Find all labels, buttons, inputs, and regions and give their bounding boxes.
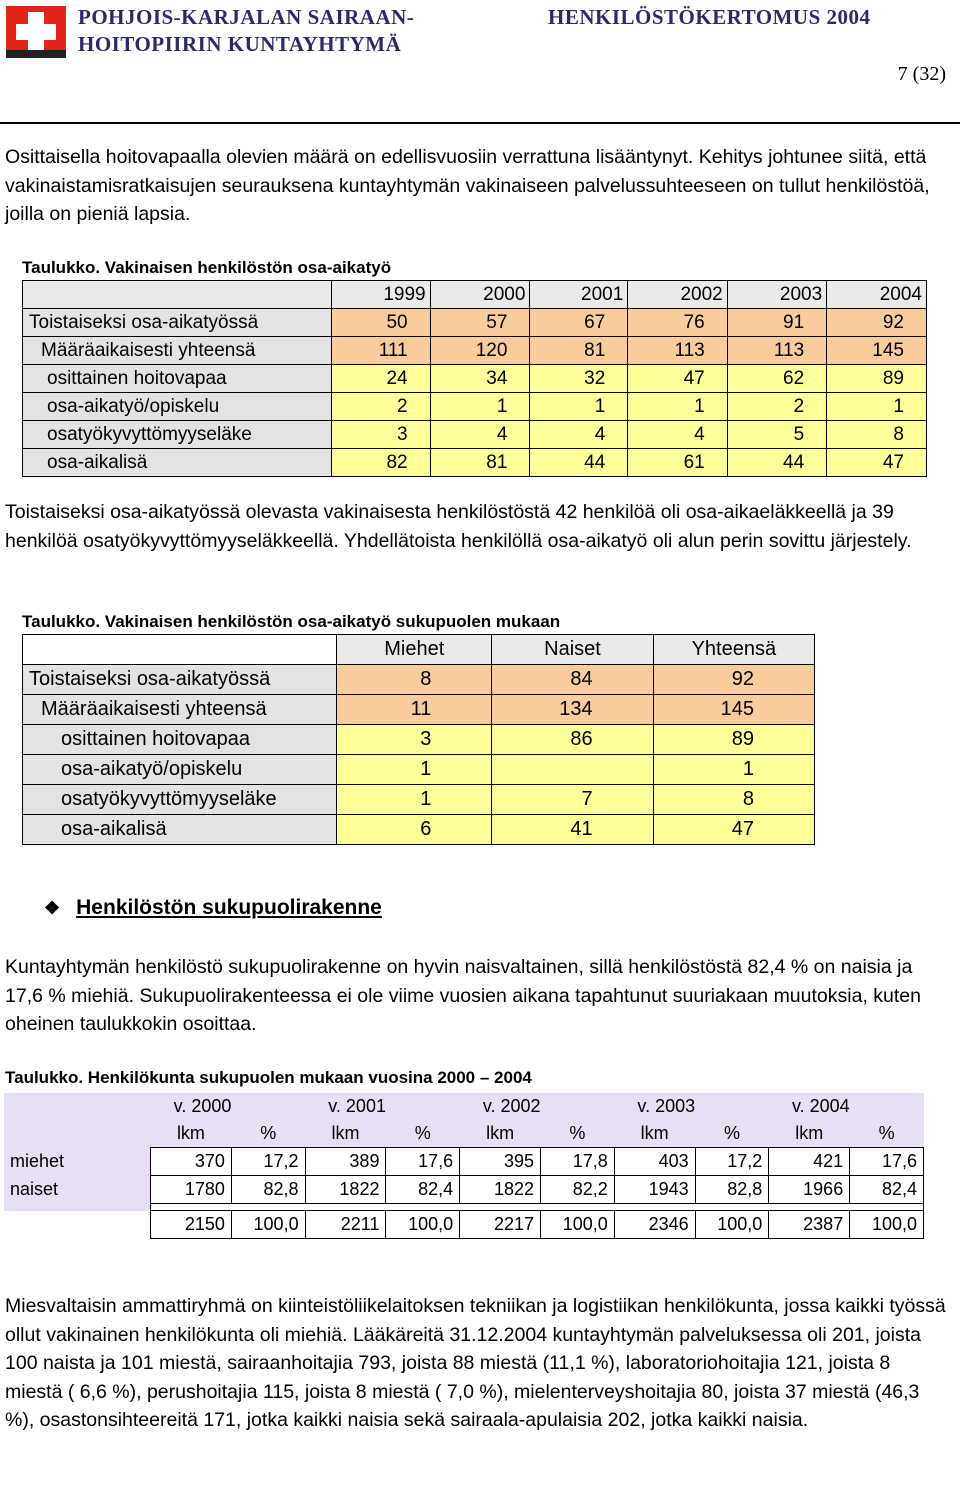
cell: 1 <box>653 755 814 785</box>
corner-cell <box>4 1093 151 1120</box>
row-label: Määräaikaisesti yhteensä <box>23 337 332 365</box>
table-3-caption: Taulukko. Henkilökunta sukupuolen mukaan vuosina 2000 – 2004 <box>5 1068 532 1087</box>
table-row <box>23 785 815 815</box>
cell: 3 <box>331 421 430 449</box>
table-row <box>23 755 815 785</box>
table-header-row <box>23 635 815 665</box>
table-row <box>23 393 927 421</box>
year-header: 2004 <box>827 281 927 309</box>
cell: 17,2 <box>231 1148 305 1176</box>
year-header: 2002 <box>628 281 727 309</box>
part-time-table <box>22 280 927 477</box>
cell: 6 <box>337 815 492 845</box>
cell: 89 <box>653 725 814 755</box>
cell: 8 <box>653 785 814 815</box>
part-time-by-gender-table <box>22 634 815 845</box>
table-row <box>23 421 927 449</box>
year-header: 1999 <box>331 281 430 309</box>
row-label: osa-aikalisä <box>23 449 332 477</box>
row-label: osatyökyvyttömyyseläke <box>23 421 332 449</box>
sub-header: % <box>850 1120 924 1148</box>
cell: 8 <box>337 665 492 695</box>
subheader-row <box>4 1120 924 1148</box>
corner-cell <box>23 281 332 309</box>
row-label: osittainen hoitovapaa <box>23 365 332 393</box>
cell: 389 <box>305 1148 386 1176</box>
cell: 17,6 <box>386 1148 460 1176</box>
row-label: Määräaikaisesti yhteensä <box>23 695 337 725</box>
sub-header: lkm <box>305 1120 386 1148</box>
total-cell: 100,0 <box>386 1211 460 1239</box>
cell: 17,2 <box>695 1148 769 1176</box>
cell: 82,4 <box>850 1176 924 1204</box>
cell: 145 <box>827 337 927 365</box>
cell: 2 <box>331 393 430 421</box>
year-header-row <box>4 1093 924 1120</box>
cell: 34 <box>430 365 530 393</box>
sub-header: % <box>541 1120 615 1148</box>
header-divider <box>0 122 960 124</box>
cell: 92 <box>827 309 927 337</box>
cell: 1 <box>530 393 628 421</box>
table-row <box>23 309 927 337</box>
paragraph-3: Kuntayhtymän henkilöstö sukupuolirakenne on hyvin naisvaltainen, sillä henkilöstöstä 82,4 % on naisia ja 17,6 % miehiä. Sukupuolirakenteessa ei ole viime vuosien aikana tapahtunut suuriakaan muutoksia, kuten oheinen taulukkokin osoittaa. <box>5 956 921 1035</box>
section-title: Henkilöstön sukupuolirakenne <box>76 896 382 919</box>
cell: 47 <box>628 365 727 393</box>
cell: 421 <box>769 1148 850 1176</box>
total-cell: 2346 <box>614 1211 695 1239</box>
cell: 61 <box>628 449 727 477</box>
spacer-cell <box>4 1204 151 1211</box>
cell: 47 <box>653 815 814 845</box>
cell: 11 <box>337 695 492 725</box>
cell: 111 <box>331 337 430 365</box>
cell: 91 <box>727 309 826 337</box>
total-cell: 2150 <box>151 1211 232 1239</box>
cell: 81 <box>430 449 530 477</box>
sub-header: lkm <box>151 1120 232 1148</box>
cell: 403 <box>614 1148 695 1176</box>
table-2-caption: Taulukko. Vakinaisen henkilöstön osa-aikatyö sukupuolen mukaan <box>22 612 561 631</box>
sub-header: % <box>695 1120 769 1148</box>
org-line-1: POHJOIS-KARJALAN SAIRAAN- <box>78 5 415 29</box>
year-header: v. 2004 <box>769 1093 850 1120</box>
cell: 4 <box>530 421 628 449</box>
cell: 44 <box>530 449 628 477</box>
year-header: 2003 <box>727 281 826 309</box>
cell: 32 <box>530 365 628 393</box>
total-label-cell <box>4 1211 151 1239</box>
cell: 1943 <box>614 1176 695 1204</box>
spacer-cell <box>695 1093 769 1120</box>
cell: 17,6 <box>850 1148 924 1176</box>
cell: 1 <box>430 393 530 421</box>
total-cell: 2211 <box>305 1211 386 1239</box>
cell: 62 <box>727 365 826 393</box>
total-cell: 100,0 <box>850 1211 924 1239</box>
cell: 5 <box>727 421 826 449</box>
cell: 50 <box>331 309 430 337</box>
cell: 7 <box>492 785 653 815</box>
cell: 134 <box>492 695 653 725</box>
row-label: osa-aikatyö/opiskelu <box>23 393 332 421</box>
row-label: naiset <box>4 1176 151 1204</box>
table-row <box>23 665 815 695</box>
cell: 82,8 <box>231 1176 305 1204</box>
sub-header: % <box>386 1120 460 1148</box>
year-header: v. 2001 <box>305 1093 386 1120</box>
table-row <box>4 1148 924 1176</box>
column-header: Miehet <box>337 635 492 665</box>
cell: 89 <box>827 365 927 393</box>
cell: 44 <box>727 449 826 477</box>
spacer-cell <box>151 1204 924 1211</box>
row-label: Toistaiseksi osa-aikatyössä <box>23 665 337 695</box>
column-header: Yhteensä <box>653 635 814 665</box>
sub-header: lkm <box>769 1120 850 1148</box>
year-header: 2000 <box>430 281 530 309</box>
paragraph-2: Toistaiseksi osa-aikatyössä olevasta vakinaisesta henkilöstöstä 42 henkilöä oli osa-aikaeläkkeellä ja 39 henkilöä osatyökyvyttömyyseläkkeellä. Yhdellätoista henkilöllä osa-aikatyö oli alun perin sovittu järjestely. <box>5 501 912 552</box>
cell: 395 <box>460 1148 541 1176</box>
year-header: 2001 <box>530 281 628 309</box>
row-label: osa-aikalisä <box>23 815 337 845</box>
total-cell: 100,0 <box>695 1211 769 1239</box>
sub-header: % <box>231 1120 305 1148</box>
row-label: osa-aikatyö/opiskelu <box>23 755 337 785</box>
cell: 120 <box>430 337 530 365</box>
cell: 8 <box>827 421 927 449</box>
cell: 1822 <box>305 1176 386 1204</box>
total-cell: 2217 <box>460 1211 541 1239</box>
sub-header: lkm <box>614 1120 695 1148</box>
cell: 82,2 <box>541 1176 615 1204</box>
year-header: v. 2003 <box>614 1093 695 1120</box>
spacer-cell <box>541 1093 615 1120</box>
spacer-cell <box>386 1093 460 1120</box>
table-1-caption: Taulukko. Vakinaisen henkilöstön osa-aikatyö <box>22 258 392 277</box>
cell: 3 <box>337 725 492 755</box>
year-header: v. 2000 <box>151 1093 232 1120</box>
column-header: Naiset <box>492 635 653 665</box>
red-cross-logo-icon <box>6 6 66 58</box>
cell: 113 <box>628 337 727 365</box>
table-row <box>23 815 815 845</box>
cell: 24 <box>331 365 430 393</box>
cell: 370 <box>151 1148 232 1176</box>
cell: 82 <box>331 449 430 477</box>
cell: 86 <box>492 725 653 755</box>
org-line-2: HOITOPIIRIN KUNTAYHTYMÄ <box>78 32 402 56</box>
table-row <box>23 449 927 477</box>
cell: 67 <box>530 309 628 337</box>
cell: 1 <box>337 785 492 815</box>
cell: 1 <box>628 393 727 421</box>
cell: 41 <box>492 815 653 845</box>
table-row <box>23 337 927 365</box>
staff-by-gender-table <box>4 1093 924 1239</box>
year-header: v. 2002 <box>460 1093 541 1120</box>
total-cell: 2387 <box>769 1211 850 1239</box>
cell: 17,8 <box>541 1148 615 1176</box>
row-label: miehet <box>4 1148 151 1176</box>
cell: 1780 <box>151 1176 232 1204</box>
total-cell: 100,0 <box>231 1211 305 1239</box>
cell: 1822 <box>460 1176 541 1204</box>
cell <box>492 755 653 785</box>
cell: 76 <box>628 309 727 337</box>
organization-name <box>78 4 414 58</box>
paragraph-4: Miesvaltaisin ammattiryhmä on kiinteistöliikelaitoksen tekniikan ja logistiikan henkilökunta, jossa kaikki työssä ollut vakinainen henkilökunta oli miehiä. Lääkäreitä 31.12.2004 kuntayhtymän palveluksessa oli 201, joista 100 naista ja 101 miestä, sairaanhoitajia 793, joista 88 miestä (11,1 %), laboratoriohoitajia 121, joista 8 miestä ( 6,6 %), perushoitajia 115, joista 8 miestä ( 7,0 %), mielenterveyshoitajia 80, joista 37 miestä (46,3 %), osastonsihteereitä 171, jotka kaikki naisia sekä sairaala-apulaisia 202, jotka kaikki naisia. <box>5 1295 946 1431</box>
table-row <box>23 725 815 755</box>
paragraph-1: Osittaisella hoitovapaalla olevien määrä on edellisvuosiin verrattuna lisääntynyt. Kehitys johtunee siitä, että vakinaistamisratkaisujen seurauksena kuntayhtymän vakinaiseen palvelussuhteeseen on tullut henkilöstöä, joilla on pieniä lapsia. <box>5 146 930 225</box>
page-number: 7 (32) <box>897 63 946 85</box>
table-row <box>23 695 815 725</box>
corner-cell <box>23 635 337 665</box>
diamond-bullet-icon: ❖ <box>44 898 61 918</box>
corner-cell <box>4 1120 151 1148</box>
cell: 81 <box>530 337 628 365</box>
cell: 2 <box>727 393 826 421</box>
total-cell: 100,0 <box>541 1211 615 1239</box>
cell: 1 <box>337 755 492 785</box>
spacer-row <box>4 1204 924 1211</box>
cell: 145 <box>653 695 814 725</box>
row-label: osatyökyvyttömyyseläke <box>23 785 337 815</box>
cell: 92 <box>653 665 814 695</box>
cell: 113 <box>727 337 826 365</box>
sub-header: lkm <box>460 1120 541 1148</box>
cell: 1966 <box>769 1176 850 1204</box>
cell: 1 <box>827 393 927 421</box>
cell: 57 <box>430 309 530 337</box>
row-label: Toistaiseksi osa-aikatyössä <box>23 309 332 337</box>
section-heading <box>44 896 382 920</box>
table-row <box>23 365 927 393</box>
total-row <box>4 1211 924 1239</box>
cell: 4 <box>430 421 530 449</box>
cell: 4 <box>628 421 727 449</box>
spacer-cell <box>850 1093 924 1120</box>
cell: 82,8 <box>695 1176 769 1204</box>
document-title: HENKILÖSTÖKERTOMUS 2004 <box>548 5 871 29</box>
spacer-cell <box>231 1093 305 1120</box>
cell: 82,4 <box>386 1176 460 1204</box>
cell: 47 <box>827 449 927 477</box>
table-row <box>4 1176 924 1204</box>
cell: 84 <box>492 665 653 695</box>
row-label: osittainen hoitovapaa <box>23 725 337 755</box>
table-header-row <box>23 281 927 309</box>
